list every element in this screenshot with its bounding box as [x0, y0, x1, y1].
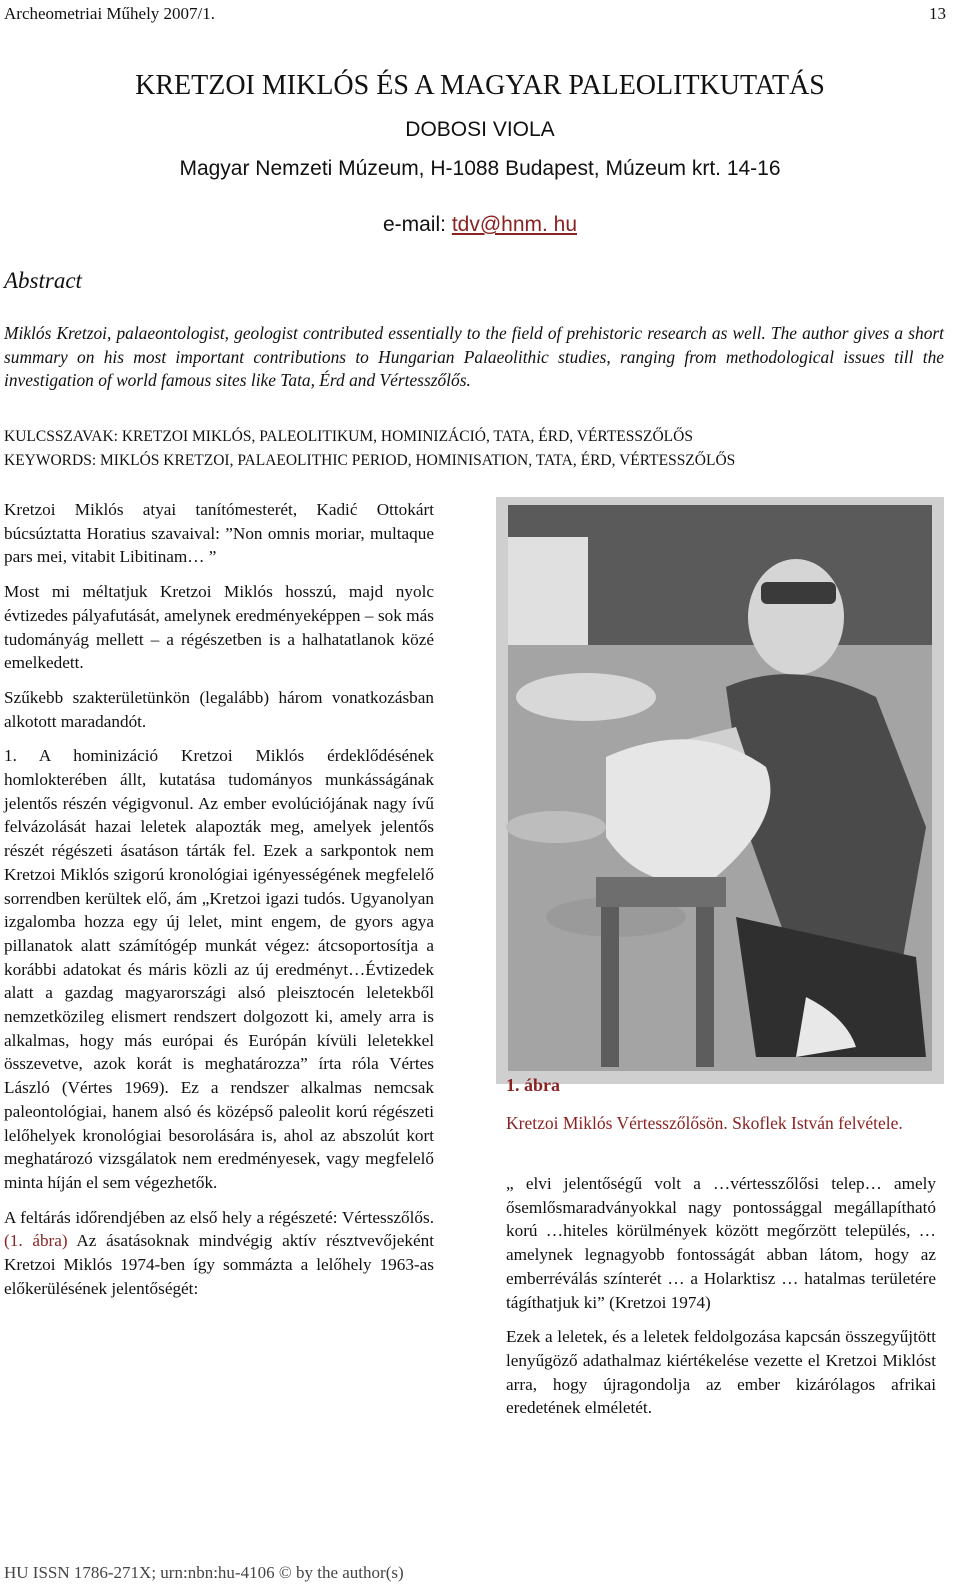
paragraph: Kretzoi Miklós atyai tanítómesterét, Kadić Ottokárt búcsúztatta Horatius szavaival: ”Non omnis moriar, multaque pars mei, vitabit Libitinam… ”: [4, 500, 434, 567]
paragraph-text: A feltárás időrendjében az első hely a régészeté: Vértesszőlős.: [4, 1207, 434, 1227]
keywords-hungarian: [4, 428, 954, 446]
article-title: KRETZOI MIKLÓS ÉS A MAGYAR PALEOLITKUTATÁS: [135, 70, 825, 101]
paragraph: Ezek a leletek, és a leletek feldolgozása kapcsán összegyűjtött lenyűgöző adathalmaz kiértékelése vezette el Kretzoi Miklóst arra, hogy újragondolja az ember kizárólagos afrikai eredetének elméletét.: [506, 1327, 936, 1418]
running-header: [0, 0, 960, 26]
paragraph: [4, 1206, 434, 1301]
email-link[interactable]: tdv@hnm. hu: [451, 213, 578, 236]
keywords-en-text: KEYWORDS: MIKLÓS KRETZOI, PALAEOLITHIC PERIOD, HOMINISATION, TATA, ÉRD, VÉRTESSZŐLŐS: [4, 452, 736, 469]
figure-label: 1. ábra: [506, 1075, 560, 1095]
page-footer: HU ISSN 1786-271X; urn:nbn:hu-4106 © by the author(s): [4, 1563, 404, 1582]
abstract-text: Miklós Kretzoi, palaeontologist, geologist contributed essentially to the field of prehistoric research as well. The author gives a short summary on his most important contributions to Hungarian Palaeolithic studies, ranging from methodological issues till the investigation of world famous sites like Tata, Érd and Vértesszőlős.: [4, 323, 944, 390]
author-email-line: [0, 213, 960, 237]
keywords-hu-text: KULCSSZAVAK: KRETZOI MIKLÓS, PALEOLITIKUM, HOMINIZÁCIÓ, TATA, ÉRD, VÉRTESSZŐLŐS: [4, 428, 693, 445]
keywords-english: [4, 452, 954, 470]
page-number: 13: [929, 4, 946, 23]
body-left-column: [4, 498, 434, 1312]
author-affiliation: Magyar Nemzeti Múzeum, H-1088 Budapest, Múzeum krt. 14-16: [179, 157, 781, 180]
photo-illustration: [496, 497, 944, 1084]
body-right-column: [506, 1172, 936, 1431]
paragraph: Szűkebb szakterületünkön (legalább) három vonatkozásban alkotott maradandót.: [4, 687, 434, 731]
paragraph: Most mi méltatjuk Kretzoi Miklós hosszú, majd nyolc évtizedes pályafutását, amelynek eredményeképpen – sok más tudományág mellett – a régészetben is a halhatatlanok közé emelkedett.: [4, 582, 434, 673]
paragraph-text: Az ásatásoknak mindvégig aktív résztvevőjeként Kretzoi Miklós 1974-ben így sommázta a lelőhely 1963-as előkerülésének jelentőségét:: [4, 1231, 434, 1298]
journal-name: Archeometriai Műhely 2007/1.: [4, 4, 216, 23]
figure-caption: Kretzoi Miklós Vértesszőlősön. Skoflek István felvétele.: [506, 1113, 903, 1133]
email-label: e-mail:: [382, 213, 452, 236]
abstract-heading: Abstract: [4, 268, 82, 293]
figure-photo: [496, 497, 944, 1084]
article-author: DOBOSI VIOLA: [405, 118, 555, 141]
quote-paragraph: „ elvi jelentőségű volt a …vértesszőlősi telep… amely ősemlősmaradványokkal nagy pontossággal megállapítható korú …hiteles körülmények között megőrzött település, …amelynek legnagyobb fontosságát abban látom, hogy az emberréválás színterét … a Holarktisz … hatalmas területére tágíthatjuk ki” (Kretzoi 1974): [506, 1174, 936, 1312]
figure-reference-link[interactable]: (1. ábra): [4, 1231, 68, 1251]
paragraph: 1. A hominizáció Kretzoi Miklós érdeklődésének homlokterében állt, kutatása tudományos munkásságának jelentős részén végigvonul. Az ember evolúciójának nagy ívű felvázolását hazai leletek alapozták meg, amelyek jelentős részét régészeti ásatáson tárták fel. Ezek a sarkpontok nem Kretzoi Miklós szigorú kronológiai igényességének megfelelő sorrendben kerültek elő, ám „Kretzoi igazi tudós. Ugyanolyan izgalomba hozza egy új lelet, mint engem, de gyors agya pillanatok alatt számítógép munkát végez: átcsoportosítja a korábbi adatokat és máris közli az új eredményt…Évtizedek alatt a gazdag magyarországi alsó pleisztocén leletekből nemzetközileg elismert rendszert dolgozott ki, amely arra is alkalmas, hogy más európai és Európán kívüli leletekkel összevetve, azok korát is meghatározza” írta róla Vértes László (Vértes 1969). Ez a rendszer alkalmas nemcsak paleontológiai, hanem alsó és középső paleolit korú régészeti lelőhelyek kronológiai besorolására is, ahol az abszolút kort meghatározó vizsgálatok nem eredményesek, vagy megfelelő minta híján el sem végezhetők.: [4, 746, 434, 1192]
